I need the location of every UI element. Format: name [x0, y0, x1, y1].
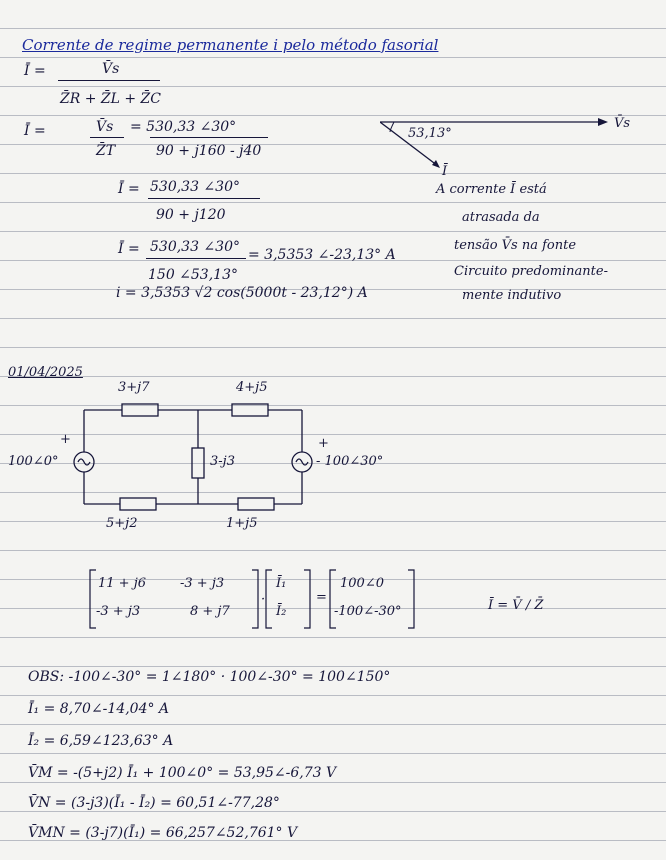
matrix-equation: [88, 566, 428, 632]
eq2-fraction-bar-b: [150, 137, 268, 138]
z-bottom-left-label: 5+j2: [106, 516, 138, 531]
eq1-fraction-bar: [58, 80, 160, 81]
eq4-result: = 3,5353 ∠-23,13° A: [248, 247, 396, 263]
eq3-fraction-bar: [148, 198, 260, 199]
eq3-lhs: Ī =: [118, 181, 140, 197]
eq2-numerator-a: V̄s: [96, 119, 114, 135]
matrix-dot: ·: [261, 592, 266, 607]
note-line-3: tensão V̄s na fonte: [454, 238, 577, 253]
vector-b2: -100∠-30°: [334, 604, 402, 619]
right-source-plus-sign: +: [318, 436, 329, 451]
eq3-denominator: 90 + j120: [156, 207, 226, 223]
vector-b1: 100∠0: [340, 576, 384, 591]
vector-x1: Ī₁: [276, 576, 287, 591]
i-arrowhead-icon: [432, 160, 440, 168]
phasor-vs-label: V̄s: [614, 116, 631, 131]
obs-line: OBS: -100∠-30° = 1∠180° · 100∠-30° = 100∠150°: [28, 669, 391, 685]
voltage-vm: V̄M = -(5+j2) Ī₁ + 100∠0° = 53,95∠-6,73 V: [28, 765, 337, 781]
eq4-lhs: Ī =: [118, 241, 140, 257]
note-line-5: mente indutivo: [462, 288, 562, 303]
impedance-bottom-left: [120, 498, 156, 510]
eq4-numerator: 530,33 ∠30°: [150, 239, 240, 255]
date-label: 01/04/2025: [8, 365, 83, 380]
vector-x2: Ī₂: [276, 604, 287, 619]
section-title: Corrente de regime permanente i pelo método fasorial: [22, 36, 439, 54]
right-source-label: - 100∠30°: [316, 454, 384, 469]
phasor-i-label: Ī: [442, 164, 448, 179]
eq2-denominator-b: 90 + j160 - j40: [156, 143, 262, 159]
eq1-lhs: Ī =: [24, 63, 46, 79]
voltage-vmn: V̄MN = (3-j7)(Ī₁) = 66,257∠52,761° V: [28, 825, 298, 841]
eq2-fraction-bar-a: [90, 137, 124, 138]
phasor-diagram: [380, 112, 650, 178]
eq1-numerator: V̄s: [102, 61, 120, 77]
eq5-time-domain: i = 3,5353 √2 cos(5000t - 23,12°) A: [116, 285, 368, 301]
matrix-a21: -3 + j3: [96, 604, 141, 619]
matrix-a11: 11 + j6: [98, 576, 147, 591]
vs-arrowhead-icon: [598, 118, 608, 126]
impedance-middle: [192, 448, 204, 478]
note-line-4: Circuito predominante-: [454, 264, 608, 279]
eq4-denominator: 150 ∠53,13°: [148, 267, 238, 283]
eq2-numerator-b: = 530,33 ∠30°: [130, 119, 237, 135]
eq3-numerator: 530,33 ∠30°: [150, 179, 240, 195]
voltage-vn: V̄N = (3-j3)(Ī₁ - Ī₂) = 60,51∠-77,28°: [28, 795, 280, 811]
z-middle-label: 3-j3: [210, 454, 235, 469]
current-i1: Ī₁ = 8,70∠-14,04° A: [28, 701, 170, 717]
current-i2: Ī₂ = 6,59∠123,63° A: [28, 733, 174, 749]
impedance-top-left: [122, 404, 158, 416]
impedance-bottom-right: [238, 498, 274, 510]
left-source-label: 100∠0°: [8, 454, 59, 469]
matrix-a12: -3 + j3: [180, 576, 225, 591]
phasor-angle-label: 53,13°: [408, 126, 452, 141]
z-bottom-right-label: 1+j5: [226, 516, 258, 531]
note-line-1: A corrente Ī está: [436, 182, 547, 197]
eq2-lhs: Ī =: [24, 123, 46, 139]
eq4-fraction-bar: [146, 258, 246, 259]
eq1-denominator: Z̄R + Z̄L + Z̄C: [60, 91, 161, 107]
matrix-a22: 8 + j7: [190, 604, 230, 619]
impedance-top-right: [232, 404, 268, 416]
matrix-equals: =: [316, 590, 327, 605]
left-source-plus-sign: +: [60, 432, 71, 447]
note-line-2: atrasada da: [462, 210, 540, 225]
z-top-left-label: 3+j7: [118, 380, 150, 395]
ohm-law-note: Ī = V̄ / Z̄: [488, 598, 544, 613]
z-top-right-label: 4+j5: [236, 380, 268, 395]
eq2-denominator-a: Z̄T: [96, 143, 116, 159]
